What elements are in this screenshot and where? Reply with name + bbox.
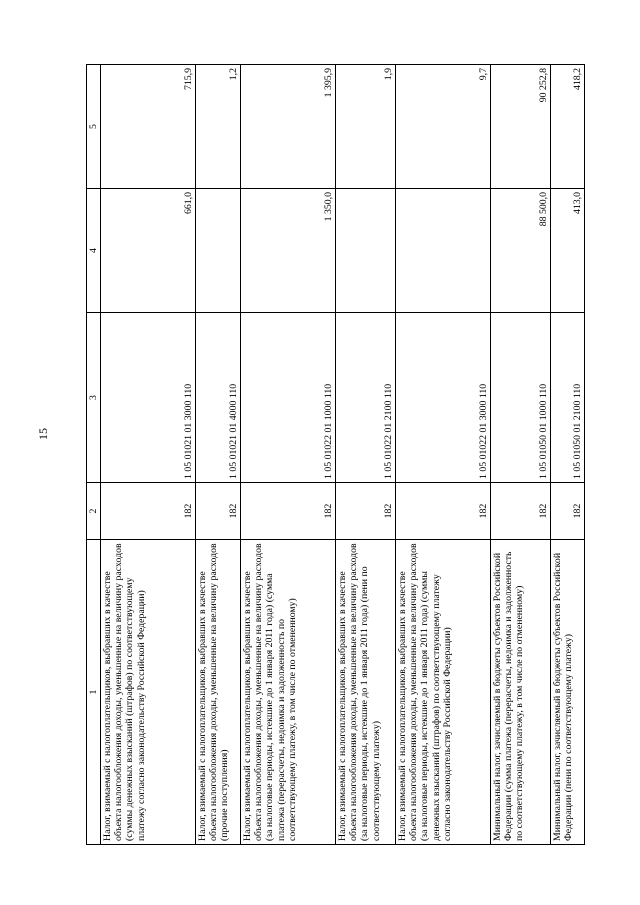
table-row [336, 65, 396, 845]
row-value-col4: 88 500,0 [491, 189, 551, 313]
row-value-col5: 1,2 [196, 65, 241, 189]
page-number: 15 [36, 428, 50, 440]
row-admin-code: 182 [241, 483, 336, 540]
row-budget-code: 1 05 01022 01 2100 110 [336, 313, 396, 483]
row-value-col4: 413,0 [551, 189, 585, 313]
row-description: Налог, взимаемый с налогоплательщиков, выбравших в качестве объекта налогообложения доходы, уменьшенные на величину расходов (за налоговые периоды, истекшие до 1 января 2011 года) (суммы денежных взысканий (штрафов) по соответствующему платежу согласно законодательству Российской Федерации) [396, 540, 491, 845]
row-budget-code: 1 05 01021 01 4000 110 [196, 313, 241, 483]
row-budget-code: 1 05 01022 01 1000 110 [241, 313, 336, 483]
row-admin-code: 182 [336, 483, 396, 540]
row-description: Налог, взимаемый с налогоплательщиков, выбравших в качестве объекта налогообложения доходы, уменьшенные на величину расходов (за налоговые периоды, истекшие до 1 января 2011 года) (пени по соответствующему платежу) [336, 540, 396, 845]
row-value-col4 [336, 189, 396, 313]
header-col-3: 3 [87, 313, 101, 483]
header-col-2: 2 [87, 483, 101, 540]
row-value-col4: 661,0 [101, 189, 196, 313]
table-header-row [87, 65, 101, 845]
row-admin-code: 182 [101, 483, 196, 540]
row-budget-code: 1 05 01050 01 2100 110 [551, 313, 585, 483]
budget-revenue-table [86, 64, 585, 845]
row-description: Налог, взимаемый с налогоплательщиков, выбравших в качестве объекта налогообложения доходы, уменьшенные на величину расходов (за налоговые периоды, истекшие до 1 января 2011 года) (сумма платежа (перерасчеты, недоимка и задолженность по соответствующему платежу, в том числе по отмененному) [241, 540, 336, 845]
row-value-col5: 418,2 [551, 65, 585, 189]
row-value-col5: 1,9 [336, 65, 396, 189]
row-description: Минимальный налог, зачисляемый в бюджеты субъектов Российской Федерации (сумма платежа (перерасчеты, недоимка и задолженность по соответствующему платежу, в том числе по отмененному) [491, 540, 551, 845]
row-admin-code: 182 [491, 483, 551, 540]
row-admin-code: 182 [196, 483, 241, 540]
table-row [241, 65, 336, 845]
header-col-5: 5 [87, 65, 101, 189]
table-row [396, 65, 491, 845]
row-value-col4: 1 350,0 [241, 189, 336, 313]
row-value-col5: 90 252,8 [491, 65, 551, 189]
table-row [551, 65, 585, 845]
header-col-1: 1 [87, 540, 101, 845]
row-budget-code: 1 05 01022 01 3000 110 [396, 313, 491, 483]
row-budget-code: 1 05 01021 01 3000 110 [101, 313, 196, 483]
row-admin-code: 182 [551, 483, 585, 540]
table-row [196, 65, 241, 845]
row-description: Минимальный налог, зачисляемый в бюджеты субъектов Российской Федерации (пени по соответствующему платежу) [551, 540, 585, 845]
row-value-col5: 715,9 [101, 65, 196, 189]
row-value-col5: 1 395,9 [241, 65, 336, 189]
table-row [491, 65, 551, 845]
row-value-col5: 9,7 [396, 65, 491, 189]
rotated-table-container [86, 65, 583, 845]
row-budget-code: 1 05 01050 01 1000 110 [491, 313, 551, 483]
row-value-col4 [396, 189, 491, 313]
header-col-4: 4 [87, 189, 101, 313]
row-description: Налог, взимаемый с налогоплательщиков, выбравших в качестве объекта налогообложения доходы, уменьшенные на величину расходов (прочие поступления) [196, 540, 241, 845]
row-description: Налог, взимаемый с налогоплательщиков, выбравших в качестве объекта налогообложения доходы, уменьшенные на величину расходов (суммы денежных взысканий (штрафов) по соответствующему платежу согласно законодательству Российской Федерации) [101, 540, 196, 845]
row-admin-code: 182 [396, 483, 491, 540]
table-row [101, 65, 196, 845]
row-value-col4 [196, 189, 241, 313]
